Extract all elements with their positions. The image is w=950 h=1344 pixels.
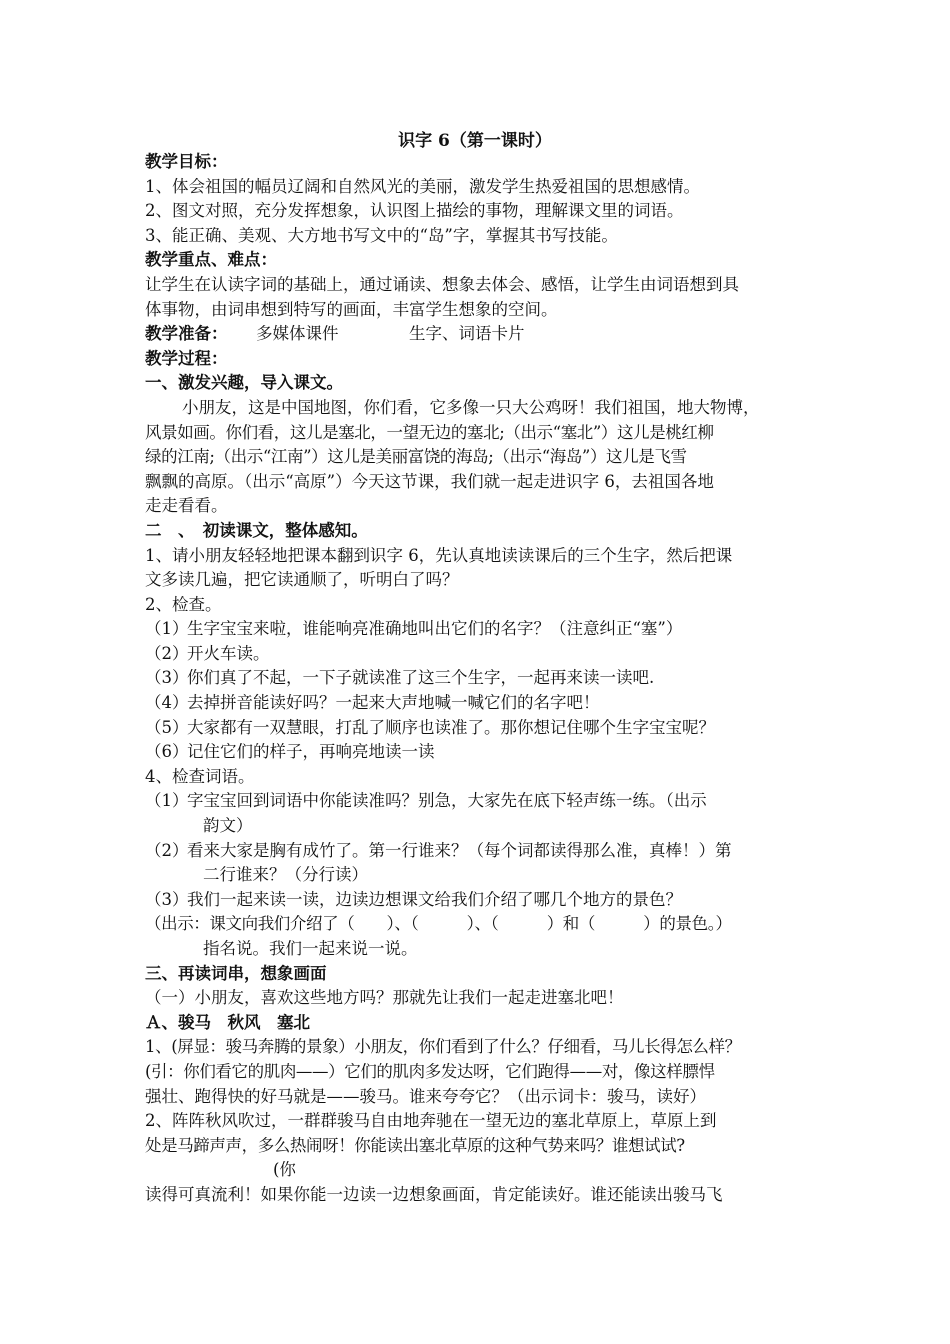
section-2-heading: 二 、 初读课文，整体感知。 (145, 520, 368, 540)
preparation-line (145, 322, 815, 347)
list-number: （1） (145, 619, 189, 639)
list-text: 生字宝宝来啦，谁能响亮准确地叫出它们的名字？（注意纠正“塞”） (187, 619, 683, 639)
list-number: （5） (145, 717, 189, 737)
list-text: 看来大家是胸有成竹了。第一行谁来？（每个词都读得那么准，真棒！）第 (187, 840, 732, 860)
list-item (145, 839, 815, 864)
paragraph-line: 风景如画。你们看，这儿是塞北，一望无边的塞北;（出示“塞北”）这儿是桃红柳 (145, 422, 714, 442)
paragraph-line: （一）小朋友，喜欢这些地方吗？那就先让我们一起走进塞北吧！ (145, 988, 624, 1008)
list-text: 我们一起来读一读，边读边想课文给我们介绍了哪几个地方的景色？ (187, 889, 682, 909)
list-item (145, 716, 815, 741)
list-item (145, 888, 815, 913)
list-text-cont: 二行谁来？（分行读） (203, 865, 368, 885)
objective-2: 2、图文对照，充分发挥想象，认识图上描绘的事物，理解课文里的词语。 (145, 201, 684, 221)
list-number: （3） (145, 889, 189, 909)
list-number: （3） (145, 668, 189, 688)
paragraph-line: 文多读几遍，把它读通顺了，听明白了吗？ (145, 570, 459, 590)
paragraph-line: 1、(屏显：骏马奔腾的景象）小朋友，你们看到了什么？仔细看，马儿长得怎么样？ (145, 1037, 741, 1057)
paragraph-line: 2、检查。 (145, 594, 222, 614)
paragraph-line: 1、请小朋友轻轻地把课本翻到识字 6，先认真地读读课后的三个生字，然后把课 (145, 545, 733, 565)
key-points-text-cont: 体事物，由词串想到特写的画面，丰富学生想象的空间。 (145, 299, 558, 319)
paragraph-line: 强壮、跑得快的好马就是——骏马。谁来夸夸它？（出示词卡：骏马，读好） (145, 1086, 706, 1106)
list-text: 大家都有一双慧眼，打乱了顺序也读准了。那你想记住哪个生字宝宝呢？ (187, 717, 715, 737)
paragraph-line: 飘飘的高原。（出示“高原”）今天这节课，我们就一起走进识字 6，去祖国各地 (145, 471, 714, 491)
paragraph-line: 4、检查词语。 (145, 766, 255, 786)
heading-preparation: 教学准备： (145, 324, 228, 344)
paragraph-line: (引：你们看它的肌肉——）它们的肌肉多发达呀，它们跑得——对，像这样膘悍 (145, 1061, 715, 1081)
heading-key-points: 教学重点、难点： (145, 250, 277, 270)
objective-1: 1、体会祖国的幅员辽阔和自然风光的美丽，激发学生热爱祖国的思想感情。 (145, 176, 700, 196)
list-text: 你们真了不起，一下子就读准了这三个生字，一起再来读一读吧. (187, 668, 655, 688)
paragraph-line: 2、阵阵秋风吹过，一群群骏马自由地奔驰在一望无边的塞北草原上，草原上到 (145, 1111, 717, 1131)
heading-process: 教学过程： (145, 348, 228, 368)
objective-3: 3、能正确、美观、大方地书写文中的“岛”字，掌握其书写技能。 (145, 225, 618, 245)
list-item (145, 642, 815, 667)
list-number: （2） (145, 840, 189, 860)
list-item (145, 666, 815, 691)
lesson-title: 识字 6（第一课时） (398, 131, 552, 151)
list-number: （4） (145, 693, 189, 713)
preparation-item-2: 生字、词语卡片 (409, 324, 525, 344)
paragraph-line: 走走看看。 (145, 496, 228, 516)
paragraph-line: 指名说。我们一起来说一说。 (203, 939, 418, 958)
list-text: 字宝宝回到词语中你能读准吗？别急，大家先在底下轻声练一练。（出示 (187, 791, 707, 811)
section-3-heading: 三、再读词串，想象画面 (145, 963, 327, 983)
list-number: （1） (145, 791, 189, 811)
list-text: 记住它们的样子，再响亮地读一读 (187, 742, 435, 762)
list-item (145, 617, 815, 642)
list-text: 去掉拼音能读好吗？一起来大声地喊一喊它们的名字吧！ (187, 693, 600, 713)
list-text: 开火车读。 (187, 643, 270, 663)
key-points-text: 让学生在认读字词的基础上，通过诵读、想象去体会、感悟，让学生由词语想到具 (145, 274, 739, 294)
preparation-item-1: 多媒体课件 (256, 324, 339, 344)
paragraph-line: 处是马蹄声声，多么热闹呀！你能读出塞北草原的这种气势来吗？谁想试试? (145, 1135, 685, 1155)
section-1-heading: 一、激发兴趣，导入课文。 (145, 373, 343, 393)
paragraph-line: 绿的江南;（出示“江南”）这儿是美丽富饶的海岛;（出示“海岛”）这儿是飞雪 (145, 447, 687, 467)
list-number: （2） (145, 643, 189, 663)
list-text-cont: 韵文） (203, 816, 253, 836)
list-item (145, 691, 815, 716)
paragraph-line: 小朋友，这是中国地图，你们看，它多像一只大公鸡呀！我们祖国，地大物博， (182, 397, 760, 417)
list-number: （6） (145, 742, 189, 762)
heading-objectives: 教学目标： (145, 152, 228, 171)
paragraph-line: （出示：课文向我们介绍了（ ）、（ ）、（ ）和（ ）的景色。） (145, 914, 732, 934)
list-item (145, 789, 815, 814)
paragraph-line: 读得可真流利！如果你能一边读一边想象画面，肯定能读好。谁还能读出骏马飞 (145, 1184, 723, 1204)
paragraph-line: (你 (273, 1160, 296, 1180)
subsection-a-heading: Ａ、骏马 秋风 塞北 (145, 1012, 310, 1032)
document-body (145, 150, 815, 1208)
list-item (145, 740, 815, 765)
